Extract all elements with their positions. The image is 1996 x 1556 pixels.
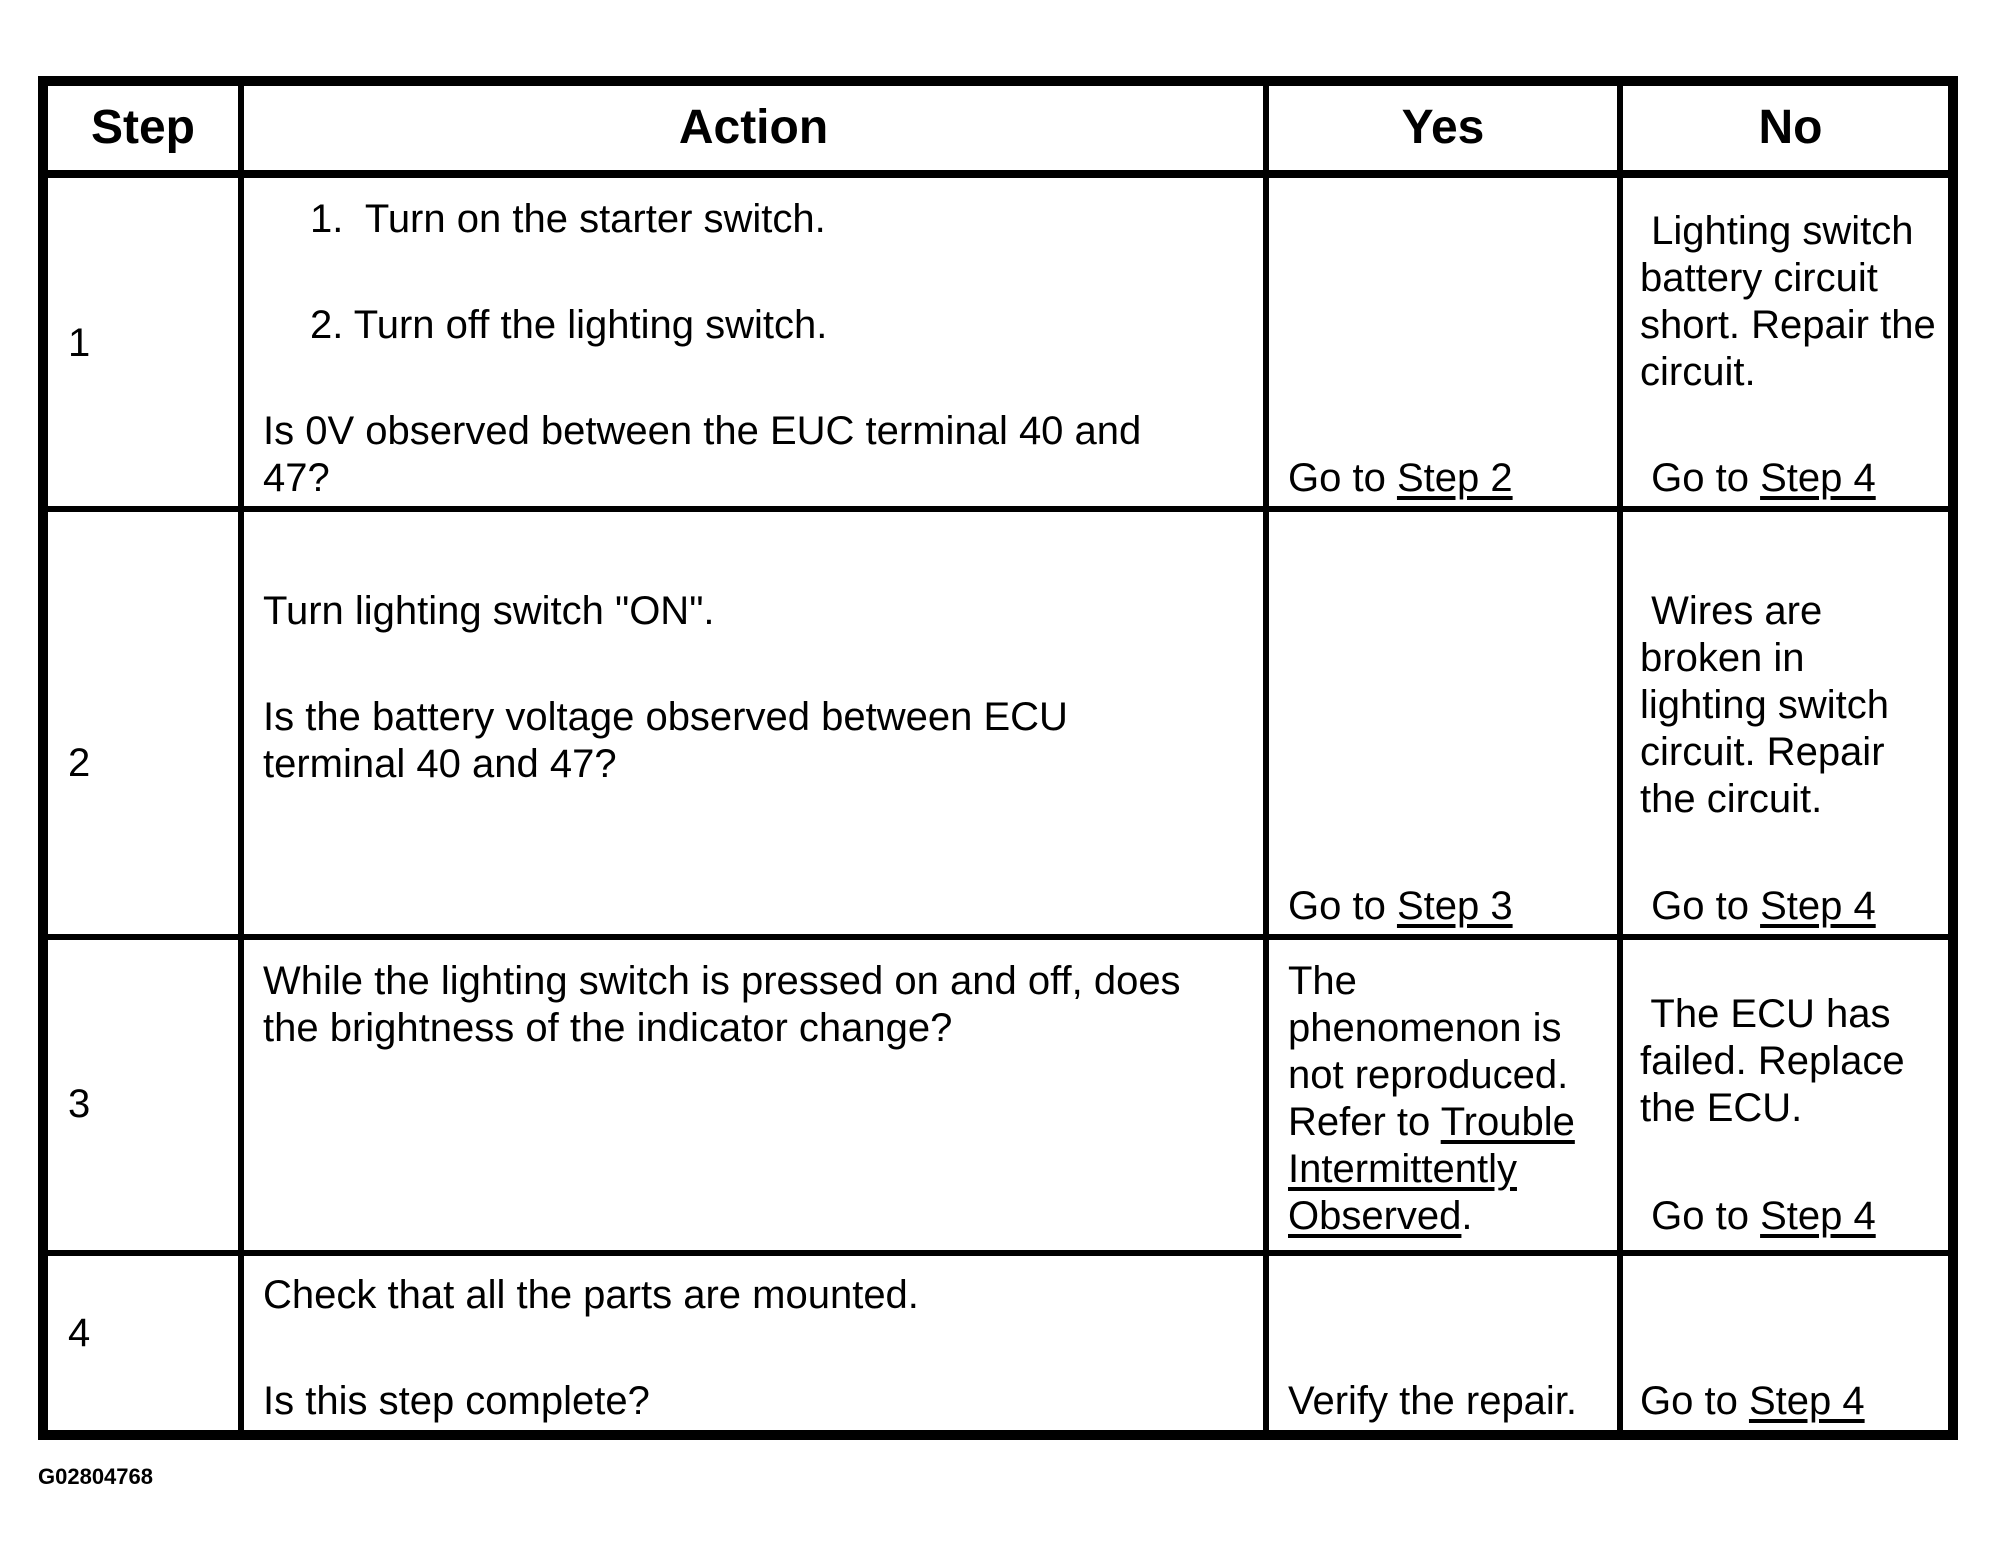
- no-text: battery circuit: [1640, 256, 1878, 300]
- step-number: 2: [68, 741, 91, 785]
- no-text: circuit.: [1640, 350, 1756, 394]
- action-question: terminal 40 and 47?: [263, 742, 617, 786]
- trouble-link[interactable]: Intermittently: [1288, 1147, 1517, 1191]
- header-yes: Yes: [1401, 101, 1485, 154]
- no-text: short. Repair the: [1640, 303, 1936, 347]
- diagnostic-table: [38, 76, 1958, 1440]
- step-number: 1: [68, 321, 91, 365]
- action-question: 47?: [263, 456, 330, 500]
- no-text: the ECU.: [1640, 1086, 1803, 1130]
- action-question: Is this step complete?: [263, 1379, 650, 1423]
- no-text: Wires are: [1640, 589, 1823, 633]
- column-divider: [1263, 86, 1269, 1430]
- no-goto: Go to Step 4: [1640, 1379, 1865, 1423]
- step-link[interactable]: Step 4: [1760, 456, 1876, 500]
- yes-text: not reproduced.: [1288, 1053, 1569, 1097]
- action-item: Check that all the parts are mounted.: [263, 1273, 919, 1317]
- no-text: Lighting switch: [1640, 209, 1914, 253]
- row-divider: [48, 1250, 1948, 1256]
- action-item: Turn lighting switch "ON".: [263, 589, 715, 633]
- step-link[interactable]: Step 4: [1760, 1194, 1876, 1238]
- row-divider: [48, 506, 1948, 512]
- step-number: 3: [68, 1082, 91, 1126]
- no-text: failed. Replace: [1640, 1039, 1905, 1083]
- yes-goto: Go to Step 3: [1288, 884, 1513, 928]
- action-question: the brightness of the indicator change?: [263, 1006, 953, 1050]
- step-link[interactable]: Step 2: [1396, 456, 1513, 500]
- figure-id: G02804768: [38, 1464, 153, 1489]
- yes-text: The: [1288, 959, 1357, 1003]
- no-goto: Go to Step 4: [1640, 456, 1876, 500]
- yes-text: Verify the repair.: [1288, 1379, 1578, 1423]
- yes-text: Observed.: [1288, 1194, 1473, 1238]
- row-divider: [48, 934, 1948, 940]
- yes-text: [1288, 1146, 1517, 1193]
- row-divider: [48, 170, 1948, 178]
- trouble-link[interactable]: Trouble: [1440, 1100, 1575, 1144]
- action-question: Is 0V observed between the EUC terminal 40 and: [263, 409, 1142, 453]
- step-link[interactable]: Step 3: [1396, 884, 1513, 928]
- action-question: While the lighting switch is pressed on and off, does: [263, 959, 1181, 1003]
- header-step: Step: [90, 101, 195, 154]
- header-no: No: [1758, 101, 1823, 154]
- yes-text: phenomenon is: [1288, 1006, 1562, 1050]
- no-text: the circuit.: [1640, 777, 1823, 821]
- no-text: The ECU has: [1640, 992, 1891, 1036]
- column-divider: [1617, 86, 1623, 1430]
- yes-goto: Go to Step 2: [1288, 456, 1513, 500]
- action-question: Is the battery voltage observed between ECU: [263, 695, 1068, 739]
- action-item: 1. Turn on the starter switch.: [310, 197, 826, 241]
- column-divider: [238, 86, 244, 1430]
- no-text: lighting switch: [1640, 683, 1890, 727]
- no-goto: Go to Step 4: [1640, 1194, 1876, 1238]
- no-text: circuit. Repair: [1640, 730, 1885, 774]
- step-link[interactable]: Step 4: [1748, 1379, 1865, 1423]
- no-text: broken in: [1640, 636, 1805, 680]
- trouble-link[interactable]: Observed: [1288, 1194, 1462, 1238]
- step-link[interactable]: Step 4: [1760, 884, 1876, 928]
- header-action: Action: [678, 101, 829, 154]
- no-goto: Go to Step 4: [1640, 884, 1876, 928]
- action-item: 2. Turn off the lighting switch.: [310, 303, 828, 347]
- yes-text: Refer to Trouble: [1288, 1100, 1575, 1144]
- step-number: 4: [68, 1311, 91, 1355]
